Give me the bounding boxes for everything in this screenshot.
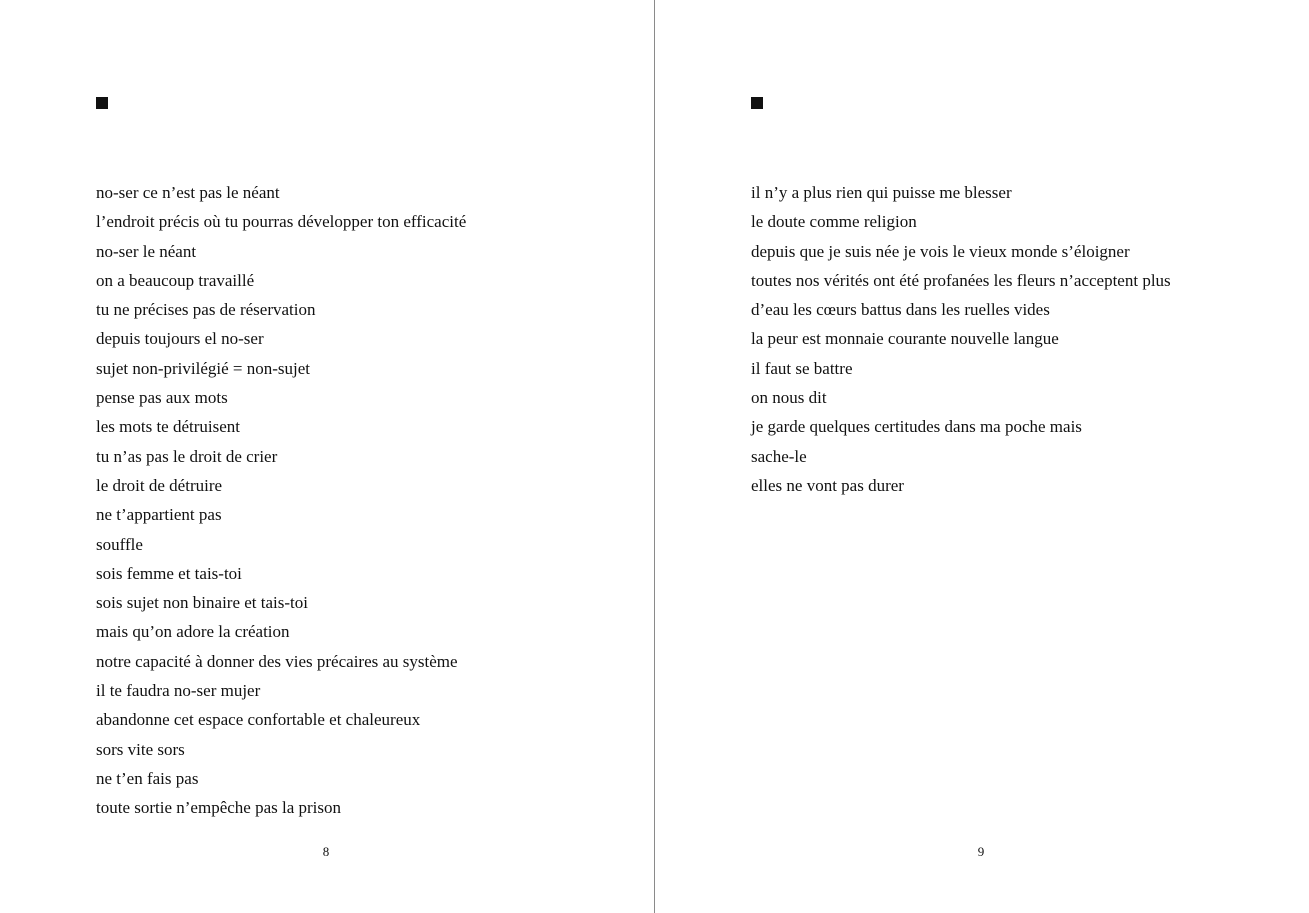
poem-text-left [96,178,466,823]
poem-line: on a beaucoup travaillé [96,270,255,290]
poem-line: sache-le [751,446,807,466]
poem-line: tu n’as pas le droit de crier [96,446,278,466]
poem-line: mais qu’on adore la création [96,622,290,642]
poem-line: il faut se battre [751,358,853,378]
section-marker-square [751,97,763,109]
right-page [655,0,1309,913]
page-number-left: 8 [322,844,330,859]
page-number-right: 9 [977,844,985,859]
poem-line: ne t’en fais pas [96,768,199,788]
poem-line: elles ne vont pas durer [751,475,904,495]
poem-line: toute sortie n’empêche pas la prison [96,798,342,818]
poem-line: le droit de détruire [96,475,223,495]
poem-line: le doute comme religion [751,212,917,232]
poem-line: abandonne cet espace confortable et chaleureux [96,710,421,730]
poem-line: sois sujet non binaire et tais-toi [96,593,308,613]
poem-line: no-ser ce n’est pas le néant [96,183,280,202]
poem-line: sors vite sors [96,739,185,759]
poem-line: ne t’appartient pas [96,505,222,525]
poem-line: depuis toujours el no-ser [96,329,264,349]
poem-line: pense pas aux mots [96,388,228,408]
poem-line: je garde quelques certitudes dans ma poche mais [751,417,1082,437]
poem-line: on nous dit [751,388,827,408]
poem-text-right [751,178,1171,500]
poem-line: d’eau les cœurs battus dans les ruelles vides [751,300,1050,320]
poem-line: il te faudra no-ser mujer [96,681,261,701]
poem-line: il n’y a plus rien qui puisse me blesser [751,183,1012,202]
left-page [0,0,654,913]
poem-line: l’endroit précis où tu pourras développer ton efficacité [96,212,467,232]
poem-line: souffle [96,534,143,554]
poem-line: sujet non-privilégié = non-sujet [96,358,311,378]
poem-line: sois femme et tais-toi [96,563,242,583]
poem-line: tu ne précises pas de réservation [96,300,316,320]
poem-line: no-ser le néant [96,241,197,261]
poem-line: depuis que je suis née je vois le vieux monde s’éloigner [751,241,1130,261]
poem-line: toutes nos vérités ont été profanées les fleurs n’acceptent plus [751,270,1171,290]
poem-line: la peur est monnaie courante nouvelle langue [751,329,1059,349]
section-marker-square [96,97,108,109]
poem-line: les mots te détruisent [96,417,241,437]
poem-line: notre capacité à donner des vies précaires au système [96,651,458,671]
